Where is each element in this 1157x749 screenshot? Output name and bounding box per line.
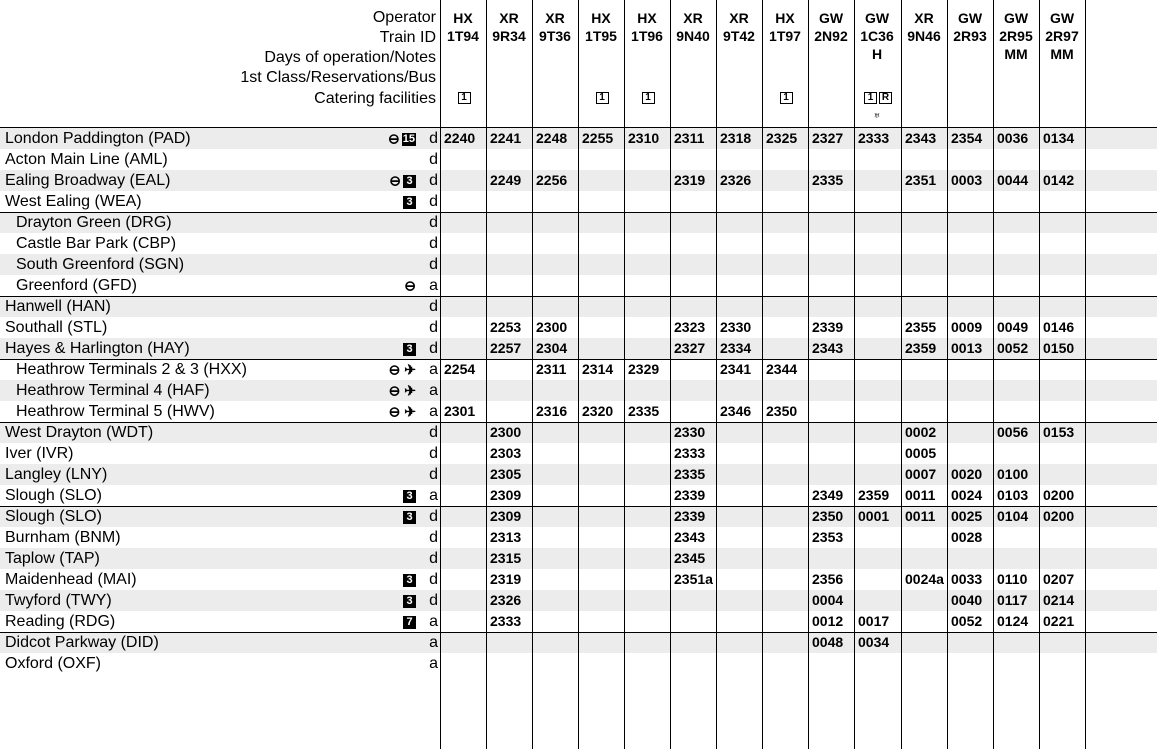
column-operator: GW (957, 10, 983, 26)
time-cell: 0049 (997, 319, 1029, 335)
time-cell: 2320 (582, 403, 614, 419)
time-cell: 0001 (858, 508, 890, 524)
time-cell: 2319 (674, 172, 706, 188)
station-name: London Paddington (PAD) (5, 130, 191, 147)
time-cell: 2330 (674, 424, 706, 440)
time-cell: 0110 (997, 571, 1028, 587)
time-cell: 0007 (905, 466, 937, 482)
time-cell: 2300 (536, 319, 568, 335)
time-cell: 2325 (766, 130, 798, 146)
station-name: West Drayton (WDT) (5, 424, 154, 441)
arrive-depart-flag: a (429, 634, 438, 651)
station-name: Greenford (GFD) (16, 277, 137, 294)
first-class-icon: 1 (864, 92, 877, 104)
station-name: Langley (LNY) (5, 466, 108, 483)
underground-icon: ⊖ (388, 382, 401, 399)
time-cell: 0025 (951, 508, 983, 524)
header-label: Operator (372, 9, 436, 26)
time-cell: 2256 (536, 172, 568, 188)
time-cell: 2309 (490, 508, 522, 524)
arrive-depart-flag: a (429, 382, 438, 399)
time-cell: 0028 (951, 529, 983, 545)
time-cell: 2351a (674, 571, 713, 587)
time-cell: 0003 (951, 172, 983, 188)
station-name: Reading (RDG) (5, 613, 116, 630)
arrive-depart-flag: d (429, 193, 438, 210)
time-cell: 2248 (536, 130, 568, 146)
time-cell: 2329 (628, 361, 660, 377)
time-cell: 0005 (905, 445, 937, 461)
airport-icon: ✈ (400, 403, 416, 420)
column-train-id: 9T36 (539, 28, 571, 44)
time-cell: 2240 (444, 130, 476, 146)
time-cell: 0100 (997, 466, 1029, 482)
arrive-depart-flag: d (429, 508, 438, 525)
station-icons (404, 275, 416, 296)
time-cell: 0200 (1043, 487, 1075, 503)
time-cell: 2311 (536, 361, 567, 377)
time-cell: 2343 (905, 130, 937, 146)
time-cell: 2341 (720, 361, 752, 377)
time-cell: 2359 (858, 487, 890, 503)
first-class-icon (854, 88, 900, 106)
station-name: South Greenford (SGN) (16, 256, 185, 273)
time-cell: 2304 (536, 340, 568, 356)
column-rule (440, 0, 441, 749)
time-cell: 0033 (951, 571, 983, 587)
time-cell: 2327 (674, 340, 706, 356)
station-name: Iver (IVR) (5, 445, 74, 462)
column-operator: HX (775, 10, 795, 26)
station-icons (401, 611, 416, 632)
station-icons (401, 506, 416, 527)
column-rule (901, 0, 902, 749)
time-cell: 0012 (812, 613, 844, 629)
time-cell: 2241 (490, 130, 522, 146)
arrive-depart-flag: d (429, 424, 438, 441)
column-operator: GW (818, 10, 844, 26)
column-operator: HX (637, 10, 657, 26)
interchange-time-icon: 3 (403, 343, 416, 356)
time-cell: 0214 (1043, 592, 1075, 608)
column-rule (532, 0, 533, 749)
station-name: Drayton Green (DRG) (16, 214, 172, 231)
arrive-depart-flag: d (429, 466, 438, 483)
station-name: Heathrow Terminal 5 (HWV) (16, 403, 215, 420)
time-cell: 0004 (812, 592, 844, 608)
time-cell: 0124 (997, 613, 1029, 629)
time-cell: 0207 (1043, 571, 1075, 587)
time-cell: 2335 (628, 403, 660, 419)
header-label: Catering facilities (314, 90, 436, 107)
station-name: Hayes & Harlington (HAY) (5, 340, 190, 357)
column-rule (670, 0, 671, 749)
time-cell: 0056 (997, 424, 1029, 440)
time-cell: 0044 (997, 172, 1029, 188)
time-cell: 0024a (905, 571, 944, 587)
column-train-id: 1C36 (860, 28, 894, 44)
time-cell: 2309 (490, 487, 522, 503)
arrive-depart-flag: a (429, 361, 438, 378)
arrive-depart-flag: a (429, 613, 438, 630)
time-cell: 2313 (490, 529, 522, 545)
arrive-depart-flag: d (429, 529, 438, 546)
time-cell: 2305 (490, 466, 522, 482)
station-icons (401, 338, 416, 359)
time-cell: 2319 (490, 571, 522, 587)
airport-icon: ✈ (400, 382, 416, 399)
arrive-depart-flag: d (429, 172, 438, 189)
arrive-depart-flag: d (429, 298, 438, 315)
time-cell: 0153 (1043, 424, 1075, 440)
time-cell: 2359 (905, 340, 937, 356)
station-icons (389, 380, 416, 401)
column-rule (578, 0, 579, 749)
station-icons (389, 170, 416, 191)
time-cell: 2315 (490, 550, 522, 566)
column-rule (947, 0, 948, 749)
time-cell: 0002 (905, 424, 937, 440)
time-cell: 2300 (490, 424, 522, 440)
time-cell: 0034 (858, 634, 890, 650)
first-class-icon (624, 88, 670, 106)
column-train-id: 1T94 (447, 28, 479, 44)
time-cell: 2330 (720, 319, 752, 335)
underground-icon: ⊖ (388, 403, 401, 420)
column-train-id: 9N40 (676, 28, 710, 44)
time-cell: 2253 (490, 319, 522, 335)
column-operator: XR (914, 10, 934, 26)
time-cell: 2255 (582, 130, 614, 146)
first-class-icon: 1 (642, 92, 655, 104)
station-name: Acton Main Line (AML) (5, 151, 168, 168)
time-cell: 2335 (674, 466, 706, 482)
column-rule (762, 0, 763, 749)
column-notes: MM (1004, 46, 1028, 62)
interchange-time-icon: 3 (403, 595, 416, 608)
arrive-depart-flag: a (429, 277, 438, 294)
time-cell: 0013 (951, 340, 983, 356)
time-cell: 2333 (674, 445, 706, 461)
time-cell: 2326 (490, 592, 522, 608)
time-cell: 2339 (674, 487, 706, 503)
station-name: Hanwell (HAN) (5, 298, 111, 315)
first-class-icon (762, 88, 808, 106)
column-train-id: 1T95 (585, 28, 617, 44)
time-cell: 2345 (674, 550, 706, 566)
arrive-depart-flag: d (429, 445, 438, 462)
underground-icon: ⊖ (388, 130, 400, 147)
station-name: Heathrow Terminal 4 (HAF) (16, 382, 210, 399)
column-train-id: 2R97 (1045, 28, 1079, 44)
time-cell: 0134 (1043, 130, 1075, 146)
time-cell: 0103 (997, 487, 1029, 503)
column-rule (624, 0, 625, 749)
station-name: Southall (STL) (5, 319, 108, 336)
column-operator: XR (729, 10, 749, 26)
column-operator: GW (1003, 10, 1029, 26)
time-cell: 2349 (812, 487, 844, 503)
time-cell: 2334 (720, 340, 752, 356)
column-operator: GW (864, 10, 890, 26)
arrive-depart-flag: d (429, 550, 438, 567)
time-cell: 2333 (490, 613, 522, 629)
column-train-id: 9N46 (907, 28, 941, 44)
column-rule (716, 0, 717, 749)
time-cell: 2343 (812, 340, 844, 356)
station-name: Heathrow Terminals 2 & 3 (HXX) (16, 361, 247, 378)
column-train-id: 2R93 (953, 28, 987, 44)
time-cell: 0200 (1043, 508, 1075, 524)
time-cell: 0146 (1043, 319, 1075, 335)
arrive-depart-flag: d (429, 235, 438, 252)
time-cell: 2350 (766, 403, 798, 419)
time-cell: 0052 (951, 613, 983, 629)
station-icons (401, 485, 416, 506)
time-cell: 2343 (674, 529, 706, 545)
time-cell: 0142 (1043, 172, 1075, 188)
station-name: Oxford (OXF) (5, 655, 102, 672)
arrive-depart-flag: d (429, 571, 438, 588)
time-cell: 2335 (812, 172, 844, 188)
column-notes: H (871, 46, 883, 62)
time-cell: 2249 (490, 172, 522, 188)
time-cell: 2314 (582, 361, 614, 377)
time-cell: 2354 (951, 130, 983, 146)
column-train-id: 9R34 (492, 28, 526, 44)
column-operator: XR (545, 10, 565, 26)
airport-icon: ✈ (400, 361, 416, 378)
station-name: Maidenhead (MAI) (5, 571, 137, 588)
underground-icon: ⊖ (389, 172, 401, 189)
arrive-depart-flag: d (429, 319, 438, 336)
arrive-depart-flag: d (429, 151, 438, 168)
station-name: Ealing Broadway (EAL) (5, 172, 171, 189)
station-name: Burnham (BNM) (5, 529, 121, 546)
first-class-icon (440, 88, 486, 106)
time-cell: 2351 (905, 172, 937, 188)
station-icons (401, 191, 416, 212)
column-train-id: 9T42 (723, 28, 755, 44)
time-cell: 2257 (490, 340, 522, 356)
reservations-icon: R (879, 92, 892, 104)
station-icons (389, 401, 416, 422)
column-train-id: 2R95 (999, 28, 1033, 44)
time-cell: 0150 (1043, 340, 1075, 356)
time-cell: 0011 (905, 487, 936, 503)
arrive-depart-flag: d (429, 256, 438, 273)
time-cell: 2303 (490, 445, 522, 461)
interchange-time-icon: 3 (403, 511, 416, 524)
time-cell: 0048 (812, 634, 844, 650)
time-cell: 0024 (951, 487, 983, 503)
time-cell: 0017 (858, 613, 890, 629)
time-cell: 0036 (997, 130, 1029, 146)
column-operator: XR (499, 10, 519, 26)
station-name: Didcot Parkway (DID) (5, 634, 159, 651)
time-cell: 0104 (997, 508, 1029, 524)
time-cell: 2318 (720, 130, 752, 146)
header-label: 1st Class/Reservations/Bus (240, 69, 436, 86)
arrive-depart-flag: a (429, 403, 438, 420)
station-name: West Ealing (WEA) (5, 193, 142, 210)
time-cell: 2346 (720, 403, 752, 419)
column-operator: HX (453, 10, 473, 26)
header-label: Train ID (379, 29, 436, 46)
time-cell: 2355 (905, 319, 937, 335)
arrive-depart-flag: a (429, 655, 438, 672)
column-rule (854, 0, 855, 749)
arrive-depart-flag: d (429, 214, 438, 231)
station-icons (388, 128, 416, 149)
first-class-icon: 1 (458, 92, 471, 104)
time-cell: 2301 (444, 403, 476, 419)
time-cell: 0020 (951, 466, 983, 482)
first-class-icon (578, 88, 624, 106)
time-cell: 2311 (674, 130, 705, 146)
time-cell: 2316 (536, 403, 568, 419)
station-name: Castle Bar Park (CBP) (16, 235, 177, 252)
column-rule (1039, 0, 1040, 749)
column-rule (993, 0, 994, 749)
interchange-time-icon: 3 (403, 175, 416, 188)
time-cell: 2339 (812, 319, 844, 335)
first-class-icon: 1 (780, 92, 793, 104)
time-cell: 0011 (905, 508, 936, 524)
station-name: Slough (SLO) (5, 487, 102, 504)
station-name: Taplow (TAP) (5, 550, 100, 567)
column-rule (808, 0, 809, 749)
arrive-depart-flag: d (429, 130, 438, 147)
time-cell: 0052 (997, 340, 1029, 356)
time-cell: 2326 (720, 172, 752, 188)
arrive-depart-flag: d (429, 592, 438, 609)
time-cell: 2344 (766, 361, 798, 377)
header-label: Days of operation/Notes (264, 49, 436, 66)
time-cell: 0009 (951, 319, 983, 335)
time-cell: 2333 (858, 130, 890, 146)
arrive-depart-flag: a (429, 487, 438, 504)
column-operator: GW (1049, 10, 1075, 26)
underground-icon: ⊖ (404, 277, 416, 294)
column-train-id: 2N92 (814, 28, 848, 44)
station-name: Twyford (TWY) (5, 592, 112, 609)
underground-icon: ⊖ (388, 361, 401, 378)
time-cell: 2327 (812, 130, 844, 146)
interchange-time-icon: 7 (403, 616, 416, 629)
time-cell: 2353 (812, 529, 844, 545)
column-train-id: 1T96 (631, 28, 663, 44)
column-operator: HX (591, 10, 611, 26)
time-cell: 0221 (1043, 613, 1075, 629)
arrive-depart-flag: d (429, 340, 438, 357)
column-rule (486, 0, 487, 749)
interchange-time-icon: 3 (403, 490, 416, 503)
station-icons (389, 359, 416, 380)
column-rule (1085, 0, 1086, 749)
time-cell: 2323 (674, 319, 706, 335)
time-cell: 0040 (951, 592, 983, 608)
time-cell: 2339 (674, 508, 706, 524)
first-class-icon: 1 (596, 92, 609, 104)
time-cell: 2356 (812, 571, 844, 587)
column-notes: MM (1050, 46, 1074, 62)
column-operator: XR (683, 10, 703, 26)
interchange-time-icon: 3 (403, 196, 416, 209)
column-train-id: 1T97 (769, 28, 801, 44)
station-icons (401, 569, 416, 590)
trolley-icon: ♅ (872, 108, 882, 122)
time-cell: 2350 (812, 508, 844, 524)
time-cell: 2310 (628, 130, 660, 146)
station-icons (401, 590, 416, 611)
time-cell: 2254 (444, 361, 476, 377)
interchange-time-icon: 3 (403, 574, 416, 587)
time-cell: 0117 (997, 592, 1028, 608)
station-name: Slough (SLO) (5, 508, 102, 525)
interchange-time-icon: 15 (402, 132, 415, 145)
